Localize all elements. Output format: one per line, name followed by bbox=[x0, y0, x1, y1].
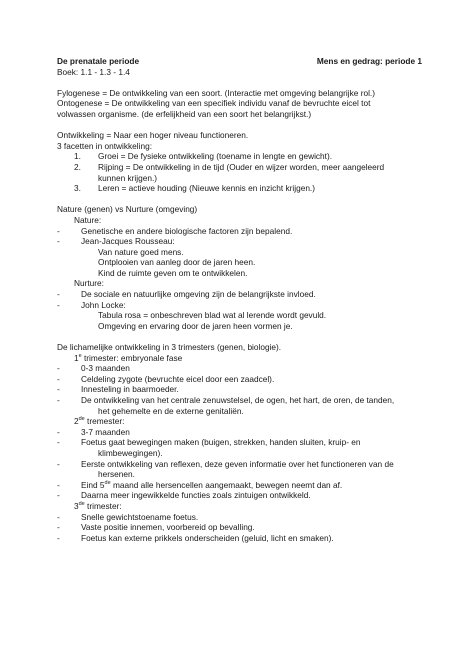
list-item-text: De ontwikkeling van het centrale zenuwstelsel, de ogen, het hart, de oren, de tanden, bbox=[81, 395, 395, 405]
list-item bbox=[57, 437, 422, 448]
rousseau-line: Van nature goed mens. bbox=[98, 246, 184, 257]
dash-marker: - bbox=[57, 437, 60, 448]
rousseau-line: Ontplooien van aanleg door de jaren heen. bbox=[98, 257, 256, 268]
trimester-label: tremester: bbox=[84, 416, 125, 427]
dash-marker: - bbox=[57, 532, 60, 543]
list-item bbox=[57, 395, 422, 406]
dash-marker: - bbox=[57, 479, 60, 490]
dash-marker: - bbox=[57, 395, 60, 405]
trimester-label: trimester: embryonale fase bbox=[81, 352, 183, 363]
list-item-text: Genetische en andere biologische factoren zijn bepalend. bbox=[81, 225, 293, 236]
list-item bbox=[57, 300, 422, 311]
list-item bbox=[57, 480, 422, 491]
facet-number: 2. bbox=[74, 161, 81, 172]
list-item-text: Innesteling in baarmoeder. bbox=[81, 384, 179, 395]
document-header bbox=[57, 56, 422, 67]
dash-marker: - bbox=[57, 490, 60, 501]
list-item-text: Celdeling zygote (bevruchte eicel door een zaadcel). bbox=[81, 373, 275, 384]
facet-text-continued: kunnen krijgen.) bbox=[98, 172, 158, 183]
list-item bbox=[57, 512, 422, 523]
document-title: De prenatale periode bbox=[57, 56, 140, 66]
dash-marker: - bbox=[57, 458, 60, 469]
list-item bbox=[57, 236, 422, 247]
list-item-text: Daarna meer ingewikkelde functies zoals zintuigen ontwikkeld. bbox=[81, 490, 311, 501]
locke-line: Omgeving en ervaring door de jaren heen vormen je. bbox=[98, 320, 293, 331]
dash-marker: - bbox=[57, 522, 60, 533]
list-item-text: De sociale en natuurlijke omgeving zijn de belangrijkste invloed. bbox=[81, 289, 316, 300]
list-item bbox=[57, 374, 422, 385]
facet-text: Groei = De fysieke ontwikkeling (toename in lengte en gewicht). bbox=[98, 151, 333, 162]
dash-marker: - bbox=[57, 236, 60, 247]
book-reference: Boek: 1.1 - 1.3 - 1.4 bbox=[57, 66, 130, 77]
list-item-text-continued: klimbewegingen). bbox=[98, 447, 163, 458]
list-item-text: Foetus gaat bewegingen maken (buigen, strekken, handen sluiten, kruip- en bbox=[81, 437, 361, 448]
list-item bbox=[57, 427, 422, 438]
trimester-label: trimester: bbox=[84, 500, 122, 511]
nature-nurture-heading: Nature (genen) vs Nurture (omgeving) bbox=[57, 204, 198, 215]
facet-item bbox=[57, 151, 422, 162]
list-item-text-continued: het gehemelte en de externe genitaliën. bbox=[98, 405, 244, 416]
phylogeny-definition: Fylogenese = De ontwikkeling van een soort. (Interactie met omgeving belangrijke rol.) bbox=[57, 87, 375, 98]
list-item-text: Foetus kan externe prikkels onderscheiden (geluid, licht en smaken). bbox=[81, 532, 334, 543]
third-trimester-heading bbox=[57, 501, 422, 512]
first-trimester-heading bbox=[57, 353, 422, 364]
list-item bbox=[57, 490, 422, 501]
fifth-month-text: Eind 5 bbox=[81, 479, 105, 490]
dash-marker: - bbox=[57, 363, 60, 374]
list-item-text bbox=[81, 480, 342, 491]
dash-marker: - bbox=[57, 426, 60, 437]
trimester-number: 1 bbox=[74, 352, 79, 363]
ordinal-suffix: de bbox=[78, 501, 85, 508]
list-item-text: Eerste ontwikkeling van reflexen, deze geven informatie over het functioneren van de bbox=[81, 458, 394, 469]
ordinal-suffix: de bbox=[78, 416, 85, 423]
list-item-text: 3-7 maanden bbox=[81, 426, 130, 437]
list-item-text: 0-3 maanden bbox=[81, 363, 130, 374]
list-item bbox=[57, 522, 422, 533]
document-content bbox=[57, 56, 422, 543]
rousseau-line: Kind de ruimte geven om te ontwikkelen. bbox=[98, 267, 248, 278]
list-item-text: Snelle gewichtstoename foetus. bbox=[81, 511, 199, 522]
facet-number: 3. bbox=[74, 183, 81, 194]
dash-marker: - bbox=[57, 384, 60, 395]
list-item-text-continued: hersenen. bbox=[98, 469, 135, 480]
facet-text: Leren = actieve houding (Nieuwe kennis en inzicht krijgen.) bbox=[98, 183, 315, 194]
list-item bbox=[57, 363, 422, 374]
list-item-text: John Locke: bbox=[81, 299, 126, 310]
trimester-number: 2 bbox=[74, 416, 79, 427]
list-item-text: Vaste positie innemen, voorbereid op bevalling. bbox=[81, 522, 255, 533]
dash-marker: - bbox=[57, 511, 60, 522]
facet-text: Rijping = De ontwikkeling in de tijd (Ouder en wijzer worden, meer aangeleerd bbox=[98, 161, 385, 172]
ontogeny-definition: Ontogenese = De ontwikkeling van een specifiek individu vanaf de bevruchte eicel tot bbox=[57, 98, 371, 109]
dash-marker: - bbox=[57, 289, 60, 300]
ontogeny-definition-continued: volwassen organisme. (de erfelijkheid van een soort het belangrijkst.) bbox=[57, 108, 312, 119]
dash-marker: - bbox=[57, 373, 60, 384]
dash-marker: - bbox=[57, 225, 60, 236]
list-item bbox=[57, 289, 422, 300]
list-item bbox=[57, 459, 422, 470]
facet-item bbox=[57, 183, 422, 194]
locke-line: Tabula rosa = onbeschreven blad wat al lerende wordt gevuld. bbox=[98, 310, 327, 321]
fifth-month-text-rest: maand alle hersencellen aangemaakt, bewegen neemt dan af. bbox=[110, 479, 343, 490]
list-item bbox=[57, 384, 422, 395]
list-item-text: Jean-Jacques Rousseau: bbox=[81, 236, 175, 247]
nurture-label: Nurture: bbox=[74, 278, 104, 289]
ordinal-suffix: e bbox=[78, 352, 82, 359]
ordinal-suffix: de bbox=[104, 479, 111, 486]
course-title: Mens en gedrag: periode 1 bbox=[316, 56, 422, 66]
facet-item bbox=[57, 162, 422, 173]
facet-number: 1. bbox=[74, 151, 81, 162]
second-trimester-heading bbox=[57, 416, 422, 427]
development-definition: Ontwikkeling = Naar een hoger niveau functioneren. bbox=[57, 130, 249, 141]
dash-marker: - bbox=[57, 299, 60, 310]
list-item bbox=[57, 226, 422, 237]
trimester-number: 3 bbox=[74, 500, 79, 511]
nature-label: Nature: bbox=[74, 214, 102, 225]
facets-intro: 3 facetten in ontwikkeling: bbox=[57, 140, 153, 151]
trimesters-intro: De lichamelijke ontwikkeling in 3 trimesters (genen, biologie). bbox=[57, 342, 282, 353]
list-item bbox=[57, 533, 422, 544]
